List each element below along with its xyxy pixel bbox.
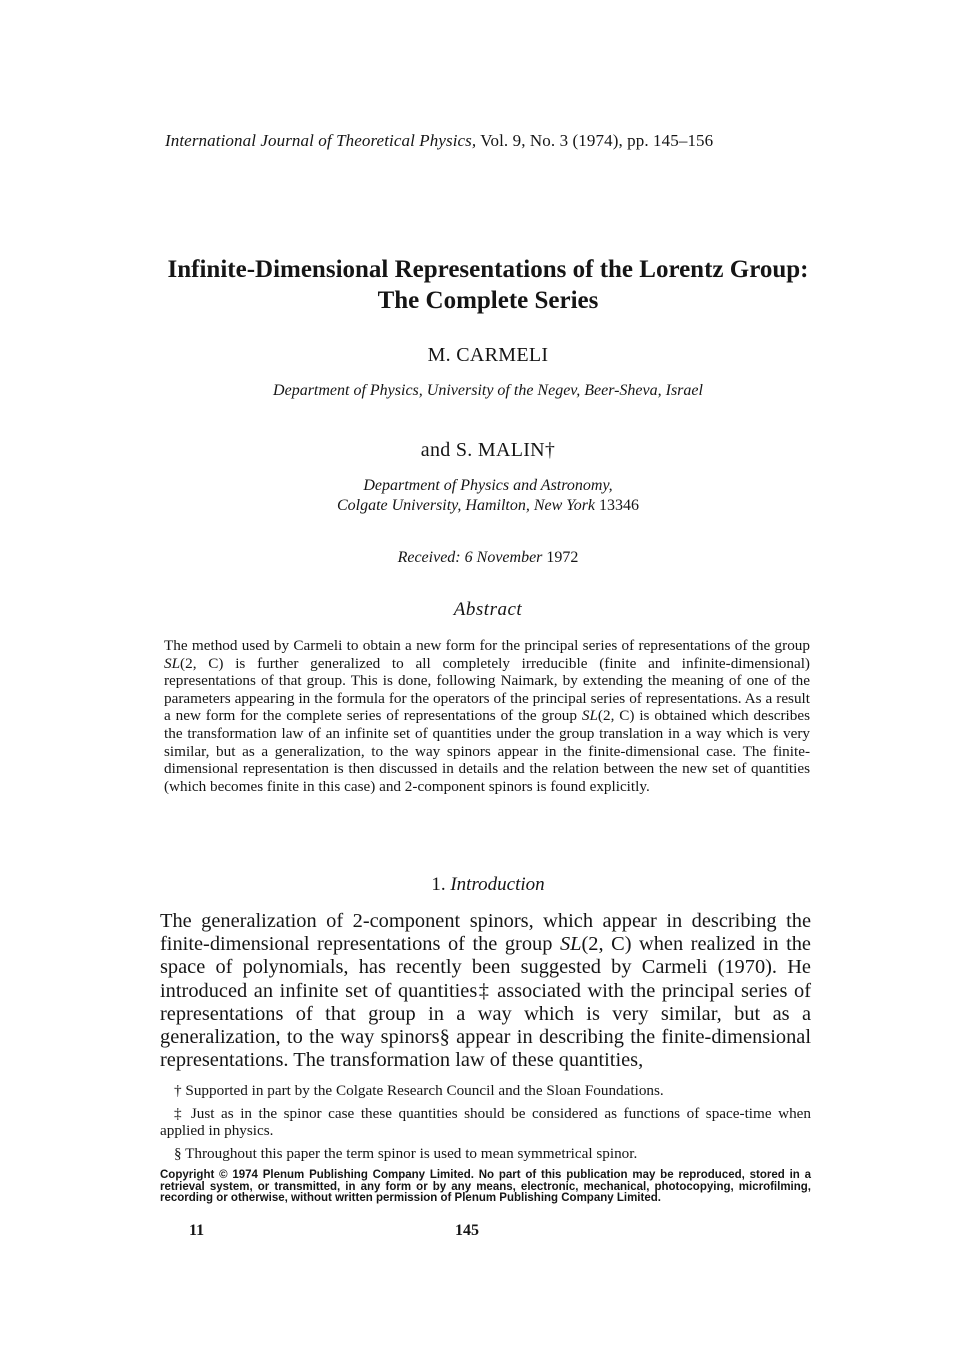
journal-volume-pages: Vol. 9, No. 3 (1974), pp. 145–156: [476, 131, 714, 150]
abstract-part-1: The method used by Carmeli to obtain a new form for the principal series of representations of the group: [164, 637, 810, 654]
author-2-name: and S. MALIN†: [420, 439, 556, 461]
intro-paragraph: [160, 910, 811, 1072]
abstract-group-symbol-1: SL: [164, 654, 181, 672]
journal-name: International Journal of Theoretical Physics,: [165, 131, 477, 150]
title-line-1: Infinite-Dimensional Representations of the Lorentz Group:: [167, 256, 809, 283]
copyright-notice: Copyright © 1974 Plenum Publishing Company Limited. No part of this publication may be reproduced, stored in a retrieval system, or transmitted, in any form or by any means, electronic, mechanical, photocopying, microfilming, recording or otherwise, without written permission of Plenum Publishing Company Limited.: [160, 1169, 811, 1205]
received-day-month: 6 November: [460, 549, 543, 566]
intro-group-symbol: SL: [559, 933, 582, 956]
intro-part-1: The generalization of 2-component spinors, which appear in describing the finite-dimensional representations of the group: [160, 910, 811, 956]
abstract-part-2: (2, C) is further generalized to all completely irreducible (finite and infinite-dimensional) representations of that group. This is done, following Naimark, by extending the meaning of one of the parameters appearing in the formula for the operators of the principal series of representations. As a result a new form for the complete series of representations of the group: [164, 654, 810, 725]
author-2-affiliation-city: Colgate University, Hamilton, New York: [336, 497, 596, 514]
intro-part-2: (2, C) when realized in the space of polynomials, has recently been suggested by Carmeli (1970). He introduced an infinite set of quantities‡ associated with the principal series of representations of that group in a way which is very similar, but as a generalization, to the way spinors§ appear in describing the finite-dimensional representations. The transformation law of these quantities,: [160, 933, 811, 1072]
received-year: 1972: [542, 549, 579, 566]
abstract-part-3: (2, C) is obtained which describes the transformation law of an infinite set of quantities under the group translation in a way which is very similar, but as a generalization, to the way spinors appear in the finite-dimensional case. The finite-dimensional representation is then discussed in details and the relation between the new set of quantities (which becomes finite in this case) and 2-component spinors is found explicitly.: [164, 707, 811, 795]
journal-citation: [165, 131, 713, 151]
author-2-affiliation-line-1: Department of Physics and Astronomy,: [363, 477, 613, 494]
paper-title: [0, 254, 976, 316]
footnotes: [160, 1082, 811, 1168]
section-number: 1.: [431, 874, 451, 895]
abstract-heading: Abstract: [453, 599, 523, 620]
section-heading: [0, 874, 976, 896]
abstract-group-symbol-2: SL: [581, 707, 598, 725]
author-1-affiliation: Department of Physics, University of the Negev, Beer-Sheva, Israel: [273, 382, 703, 399]
received-date: [0, 549, 976, 567]
section-title: Introduction: [450, 874, 545, 895]
author-2-affiliation-line-2: [0, 496, 976, 516]
footnote-section: § Throughout this paper the term spinor is used to mean symmetrical spinor.: [174, 1145, 638, 1162]
author-2-affiliation: [0, 476, 976, 516]
author-2-zip: 13346: [595, 497, 640, 514]
title-line-2: The Complete Series: [377, 287, 599, 314]
footnote-double-dagger: ‡ Just as in the spinor case these quantities should be considered as functions of space-time when applied in physics.: [160, 1105, 811, 1139]
received-label: Received:: [397, 549, 461, 566]
signature-mark: 11: [189, 1222, 205, 1239]
page-number: 145: [455, 1222, 479, 1239]
author-1-name: M. CARMELI: [427, 344, 549, 366]
abstract-text: [164, 637, 810, 795]
footnote-dagger: † Supported in part by the Colgate Research Council and the Sloan Foundations.: [174, 1082, 664, 1099]
